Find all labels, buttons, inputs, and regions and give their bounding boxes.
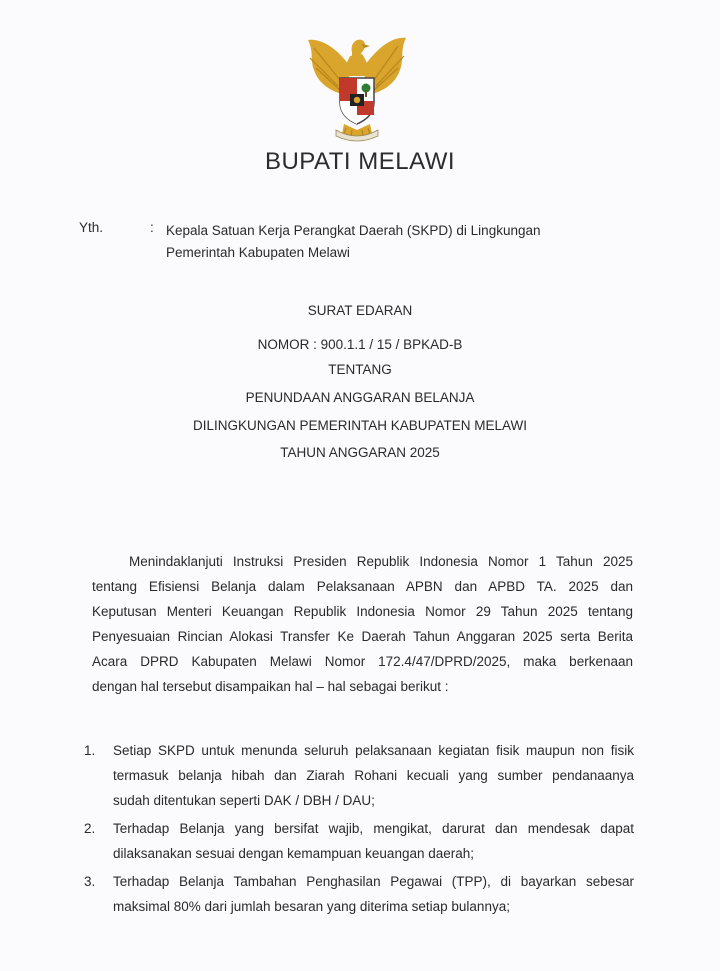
recipient-label: Yth. [79, 220, 104, 235]
letter-number: NOMOR : 900.1.1 / 15 / BPKAD-B [257, 337, 463, 352]
paragraph-line: Keputusan Menteri Keuangan Republik Indonesia Nomor 29 Tahun 2025 tentang [92, 604, 633, 619]
list-item [84, 738, 634, 813]
recipient-line: Pemerintah Kabupaten Melawi [166, 245, 350, 260]
letter-subject-line2: DILINGKUNGAN PEMERINTAH KABUPATEN MELAWI [192, 418, 528, 433]
list-item-line: Terhadap Belanja yang bersifat wajib, mengikat, darurat dan mendesak dapat [113, 821, 634, 836]
letter-about: TENTANG [328, 362, 392, 377]
instruction-list [84, 738, 634, 919]
list-item-line: dilaksanakan sesuai dengan kemampuan keuangan daerah; [113, 846, 475, 861]
list-item-number: 3. [84, 874, 96, 889]
paragraph-line: dengan hal tersebut disampaikan hal – hal sebagai berikut : [92, 679, 449, 694]
list-item-line: Setiap SKPD untuk menunda seluruh pelaksanaan kegiatan fisik maupun non fisik [113, 743, 634, 758]
letter-type: SURAT EDARAN [307, 303, 413, 318]
list-item [84, 869, 634, 919]
list-item-line: sudah ditentukan seperti DAK / DBH / DAU; [113, 793, 375, 808]
recipient-text [166, 220, 626, 264]
list-item-number: 1. [84, 743, 96, 758]
body-paragraph [92, 549, 633, 699]
paragraph-line: Menindaklanjuti Instruksi Presiden Republik Indonesia Nomor 1 Tahun 2025 [129, 554, 633, 569]
paragraph-line: Penyesuaian Rincian Alokasi Transfer Ke Daerah Tahun Anggaran 2025 serta Berita [92, 629, 633, 644]
paragraph-line: tentang Efisiensi Belanja dalam Pelaksanaan APBN dan APBD TA. 2025 dan [92, 579, 633, 594]
letterhead-title: BUPATI MELAWI [264, 148, 456, 175]
garuda-pancasila-emblem [300, 30, 412, 146]
recipient-colon: : [150, 220, 154, 235]
letter-subject-line1: PENUNDAAN ANGGARAN BELANJA [245, 390, 475, 405]
list-item [84, 816, 634, 866]
list-item-line: Terhadap Belanja Tambahan Penghasilan Pegawai (TPP), di bayarkan sebesar [113, 874, 634, 889]
recipient-line: Kepala Satuan Kerja Perangkat Daerah (SKPD) di Lingkungan [166, 223, 541, 238]
letter-year: TAHUN ANGGARAN 2025 [280, 445, 440, 460]
list-item-line: maksimal 80% dari jumlah besaran yang diterima setiap bulannya; [113, 899, 510, 914]
list-item-number: 2. [84, 821, 96, 836]
list-item-line: termasuk belanja hibah dan Ziarah Rohani kecuali yang sumber pendanaanya [113, 768, 634, 783]
paragraph-line: Acara DPRD Kabupaten Melawi Nomor 172.4/47/DPRD/2025, maka berkenaan [92, 654, 633, 669]
